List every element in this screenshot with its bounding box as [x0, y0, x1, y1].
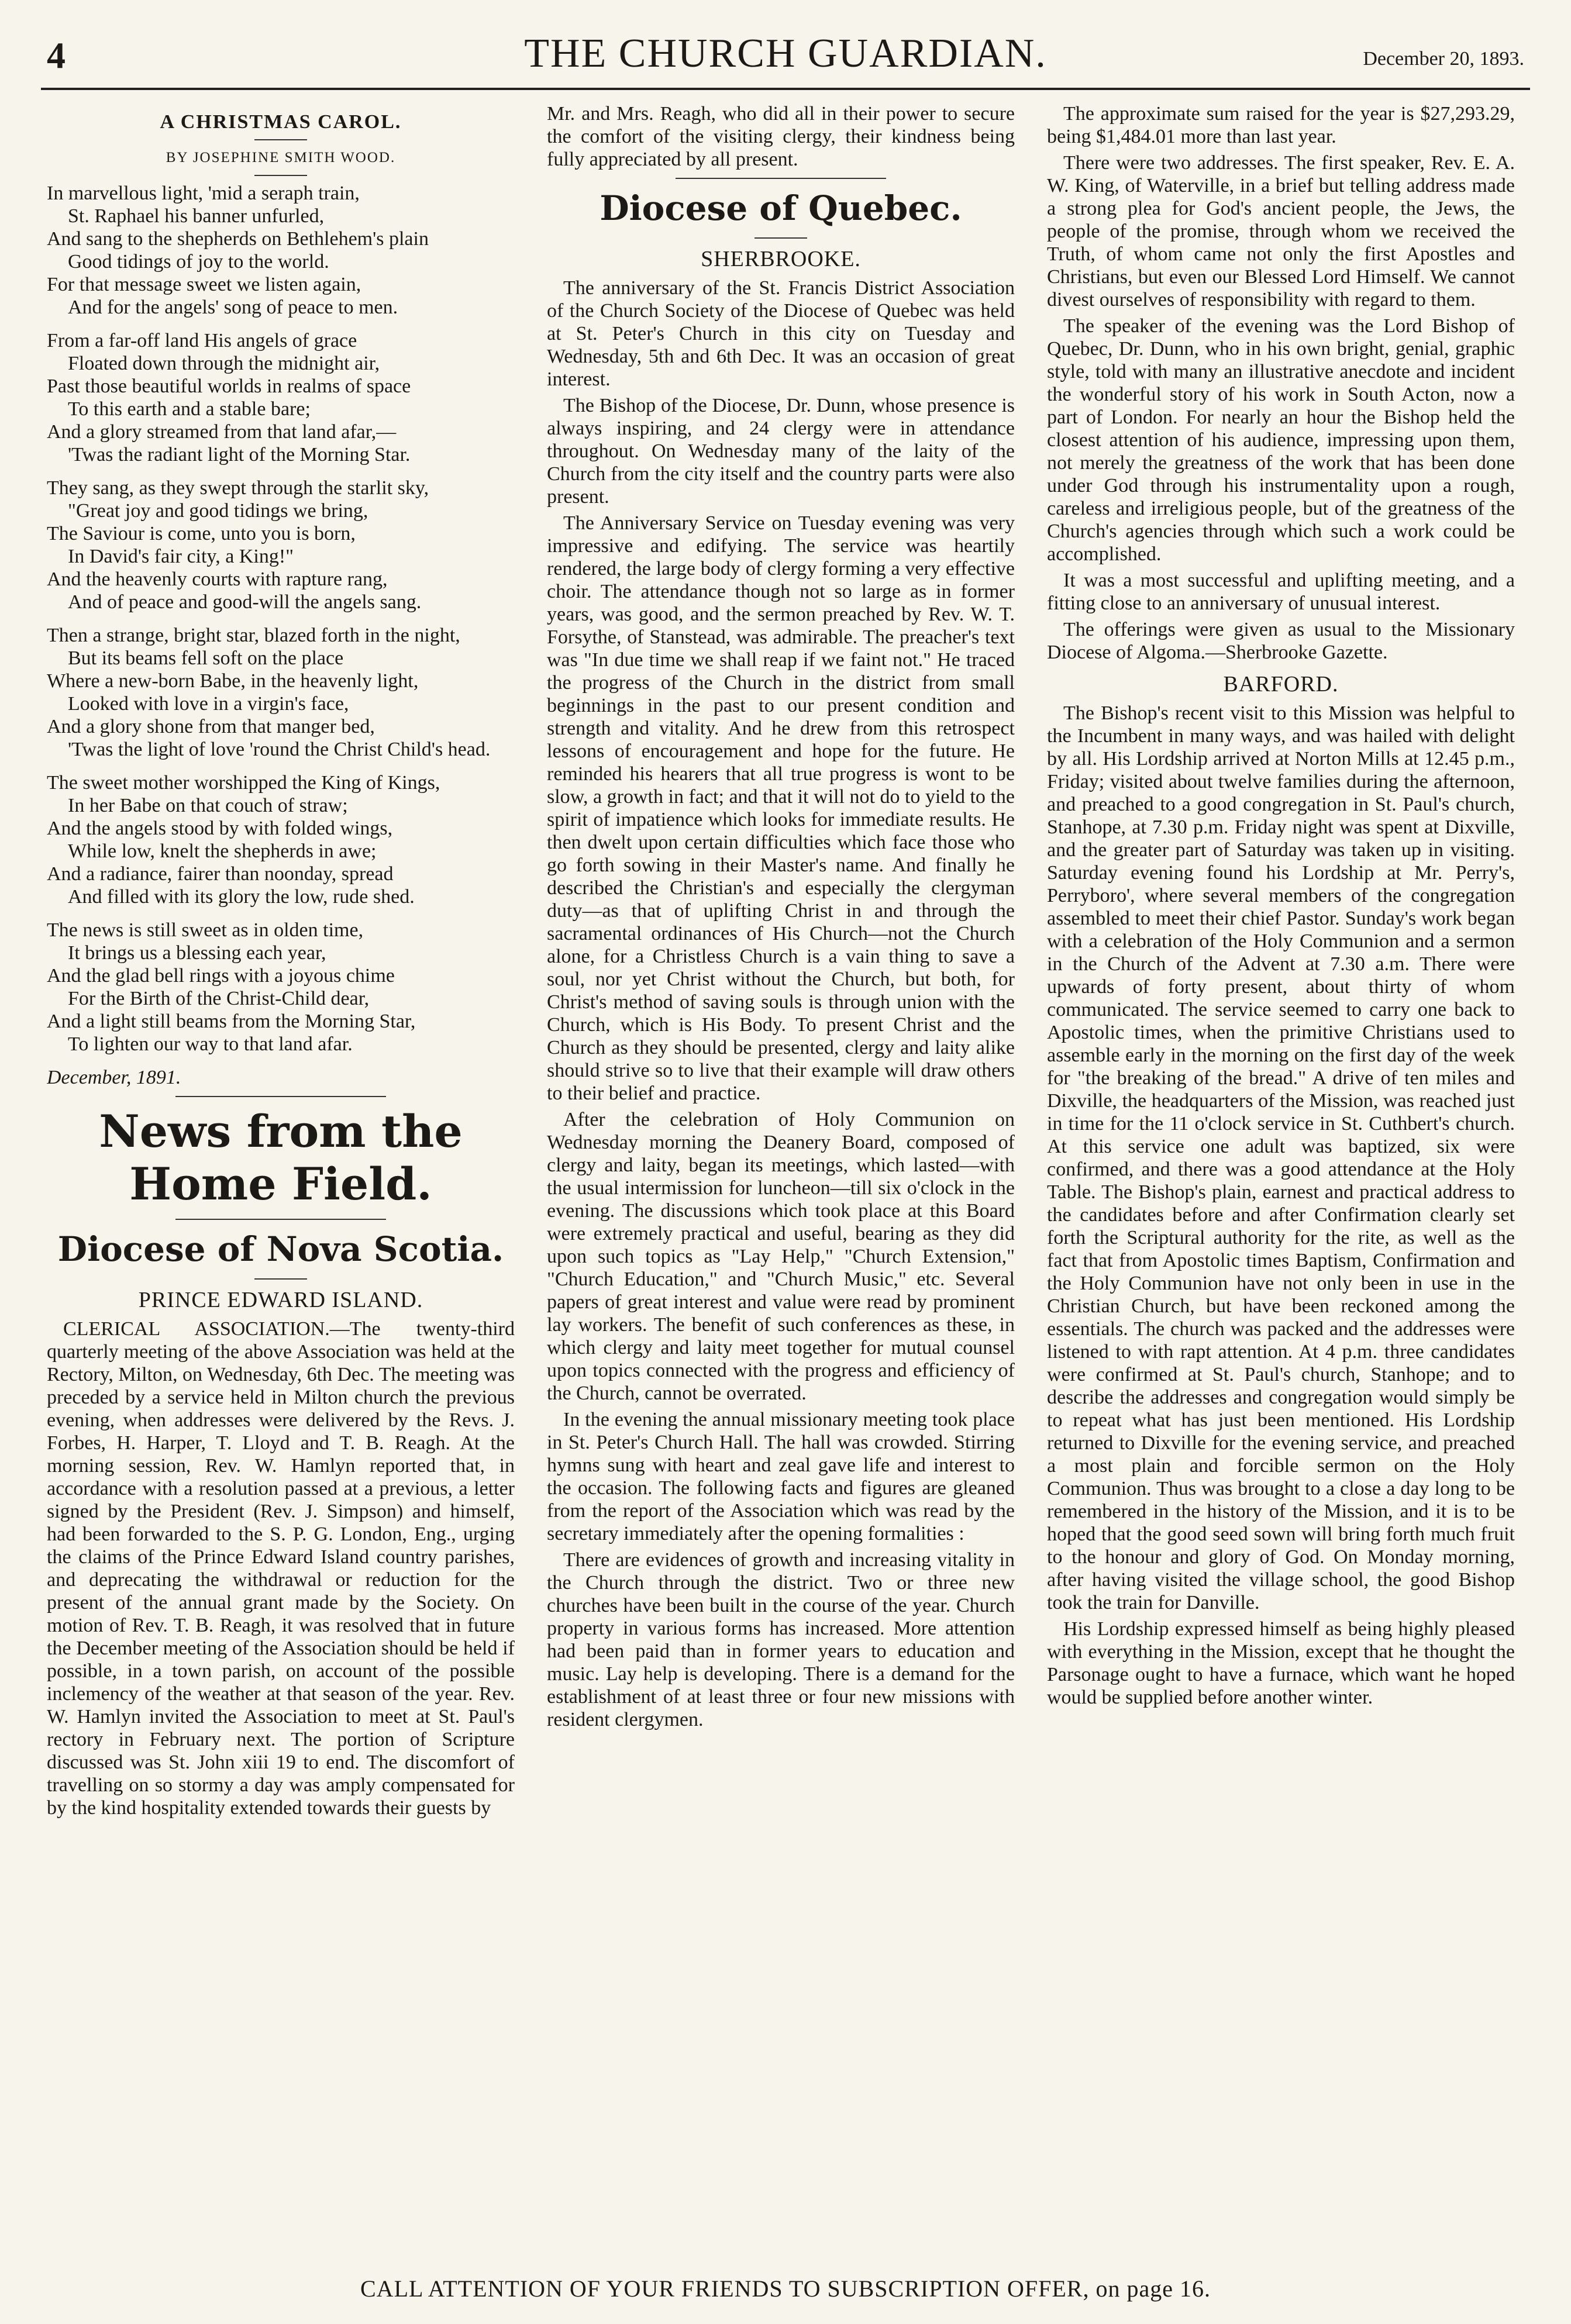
- article-paragraph: Mr. and Mrs. Reagh, who did all in their power to secure the comfort of the visiting clergy, their kindness being fully appreciated by all present.: [547, 103, 1015, 170]
- article-body: [547, 277, 1015, 1731]
- poem-line: And the heavenly courts with rapture rang,: [47, 568, 388, 590]
- subhead-barford: BARFORD.: [1223, 672, 1339, 696]
- poem-line: Past those beautiful worlds in realms of space: [47, 375, 411, 397]
- poem-line: Floated down through the midnight air,: [68, 353, 380, 374]
- section-heading: News from the Home Field.: [99, 1105, 463, 1210]
- poem-line: And for the angels' song of peace to men.: [68, 296, 398, 318]
- article-paragraph: The speaker of the evening was the Lord Bishop of Quebec, Dr. Dunn, who in his own bright, genial, graphic style, told with many an illustrative anecdote and incident the wonderful story of his work in South Acton, now a part of London. For nearly an hour the Bishop held the closest attention of his audience, impressing upon them, not merely the greatness of the work that has been done under God through his instrumentality upon a rough, careless and irreligious people, but of the greatness of the Church's agencies through which such a work could be accomplished.: [1047, 315, 1515, 565]
- column-1: [47, 102, 515, 2260]
- poem-line: For the Birth of the Christ-Child dear,: [68, 988, 370, 1009]
- footer-notice: CALL ATTENTION OF YOUR FRIENDS TO SUBSCRIPTION OFFER, on page 16.: [360, 2275, 1211, 2302]
- article-paragraph: His Lordship expressed himself as being highly pleased with everything in the Mission, except that he thought the Parsonage ought to have a furnace, which want he hoped would be supplied before another winter.: [1047, 1618, 1515, 1708]
- divider: [175, 1096, 386, 1097]
- poem-line: And the glad bell rings with a joyous chime: [47, 965, 395, 987]
- article-paragraph: The approximate sum raised for the year is $27,293.29, being $1,484.01 more than last year.: [1047, 103, 1515, 147]
- newspaper-title: THE CHURCH GUARDIAN.: [524, 31, 1047, 76]
- article-paragraph: The Anniversary Service on Tuesday evening was very impressive and edifying. The service was heartily rendered, the large body of clergy forming a very effective choir. The attendance though not so large as in former years, was good, and the sermon preached by Rev. W. T. Forsythe, of Stanstead, was admirable. The preacher's text was "In due time we shall reap if we faint not." He traced the progress of the Church in the district from small beginnings in the past to our present condition and strength and vitality. And he drew from this retrospect lessons of encouragement and hope for the future. He reminded his hearers that all true progress is wont to be slow, a growth in fact; and that it will not do to yield to the spirit of impatience which looks for immediate results. He then dwelt upon certain difficulties which face those who go forth sowing in their Master's name. And finally he described the Christian's and especially the clergyman duty—as that of uplifting Christ in and through the sacramental ordinances of His Church—not the Church alone, for a Christless Church is a vain thing to save a soul, nor yet Christ without the Church, but both, for Christ's method of saving souls is through union with the Church, which is His Body. To present Christ and the Church as they should be presented, clergy and laity alike should strive so to live that their example will draw others to their belief and practice.: [547, 512, 1015, 1104]
- poem-line: In David's fair city, a King!": [68, 546, 294, 567]
- masthead: [41, 23, 1530, 90]
- poem-line: They sang, as they swept through the starlit sky,: [47, 477, 429, 499]
- poem-stanza: [47, 919, 515, 1056]
- subhead-pei: PRINCE EDWARD ISLAND.: [138, 1288, 423, 1312]
- article-paragraph: The Bishop's recent visit to this Mission was helpful to the Incumbent in many ways, and was hailed with delight by all. His Lordship arrived at Norton Mills at 12.45 p.m., Friday; visited about twelve families during the afternoon, and preached to a good congregation in St. Paul's church, Stanhope, at 7.30 p.m. Friday night was spent at Dixville, and the greater part of Saturday was taken up in visiting. Saturday evening found his Lordship at Mr. Perry's, Perryboro', where several members of the congregation assembled to meet their chief Pastor. Sunday's work began with a celebration of the Holy Communion and a sermon in the Church of the Advent at 7.30 a.m. There were upwards of forty present, about thirty of whom communicated. The service seemed to carry one back to Apostolic times, when the primitive Christians used to assemble early in the morning on the first day of the week for "the breaking of the bread." A drive of ten miles and Dixville, the headquarters of the Mission, was reached just in time for the 11 o'clock service in St. Cuthbert's church. At this service one adult was baptized, six were confirmed, and there was a good attendance at the Holy Table. The Bishop's plain, earnest and practical address to the candidates before and after Confirmation clearly set forth the Scriptural authority for the rite, as well as the fact that from Apostolic times Baptism, Confirmation and the Holy Communion have not only been in use in the Christian Church, but have been reckoned among the essentials. The church was packed and the addresses were listened to with rapt attention. At 4 p.m. three candidates were confirmed at St. Paul's church, Stanhope; and to describe the addresses and congregation would simply be to repeat what has just been mentioned. His Lordship returned to Dixville for the evening service, and preached a most plain and forcible sermon on the Holy Communion. Thus was brought to a close a day long to be remembered in the history of the Mission, and it is to be hoped that the good seed sown will bring forth much fruit to the honour and glory of God. On Monday morning, after having visited the village school, the good Bishop took the train for Danville.: [1047, 702, 1515, 1613]
- poem-line: And a glory streamed from that land afar,—: [47, 421, 397, 443]
- poem-line: And of peace and good-will the angels sang.: [68, 591, 422, 613]
- poem-line: And the angels stood by with folded wings,: [47, 818, 393, 839]
- poem-line: Where a new-born Babe, in the heavenly light,: [47, 670, 419, 692]
- poem-line: From a far-off land His angels of grace: [47, 330, 357, 351]
- article-paragraph: In the evening the annual missionary meeting took place in St. Peter's Church Hall. The hall was crowded. Stirring hymns sung with heart and zeal gave life and interest to the occasion. The following facts and figures are gleaned from the report of the Association which was read by the secretary immediately after the opening formalities :: [547, 1409, 1015, 1544]
- article-paragraph: There are evidences of growth and increasing vitality in the Church through the district. Two or three new churches have been built in the course of the year. Church property in various forms has increased. More attention had been paid than in former years to education and music. Lay help is developing. There is a demand for the establishment of at least three or four new missions with resident clergymen.: [547, 1549, 1015, 1730]
- poem-line: In her Babe on that couch of straw;: [68, 795, 348, 816]
- poem-line: To this earth and a stable bare;: [68, 398, 311, 420]
- poem-line: In marvellous light, 'mid a seraph train,: [47, 182, 360, 204]
- article-paragraph: There were two addresses. The first speaker, Rev. E. A. W. King, of Waterville, in a brief but telling address made a strong plea for God's ancient people, the Jews, the people of the promise, through whom we received the Truth, of whom came not only the first Apostles and Christians, but even our Blessed Lord Himself. We cannot divest ourselves of responsibility with regard to them.: [1047, 152, 1515, 311]
- poem-line: And a glory shone from that manger bed,: [47, 716, 375, 737]
- poem-line: Good tidings of joy to the world.: [68, 251, 329, 273]
- poem-stanza: [47, 624, 515, 761]
- poem-stanza: [47, 477, 515, 613]
- article-body: [1047, 702, 1515, 1709]
- divider: [254, 1278, 307, 1280]
- poem-body: [47, 182, 515, 1056]
- article-body: [1047, 102, 1515, 664]
- poem-line: But its beams fell soft on the place: [68, 647, 344, 669]
- article-paragraph: CLERICAL ASSOCIATION.—The twenty-third quarterly meeting of the above Association was held at the Rectory, Milton, on Wednesday, 6th Dec. The meeting was preceded by a service held in Milton church the previous evening, when addresses were delivered by the Revs. J. Forbes, H. Harper, T. Lloyd and T. B. Reagh. At the morning session, Rev. W. Hamlyn reported that, in accordance with a resolution passed at a previous, a letter signed by the President (Rev. J. Simpson) and himself, had been forwarded to the S. P. G. London, Eng., urging the claims of the Prince Edward Island country parishes, and deprecating the withdrawal or reduction for the present of the annual grant made by the Society. On motion of Rev. T. B. Reagh, it was resolved that in future the December meeting of the Association should be held if possible, in a town parish, on account of the possible inclemency of the weather at that season of the year. Rev. W. Hamlyn invited the Association to meet at St. Paul's rectory in February next. The portion of Scripture discussed was St. John xiii 19 to end. The discomfort of travelling on so stormy a day was amply compensated for by the kind hospitality extended towards their guests by: [47, 1318, 515, 1819]
- divider: [254, 139, 307, 140]
- poem-date: December, 1891.: [47, 1067, 181, 1088]
- poem-line: And sang to the shepherds on Bethlehem's plain: [47, 228, 429, 250]
- poem-stanza: [47, 182, 515, 319]
- poem-line: St. Raphael his banner unfurled,: [68, 205, 325, 227]
- poem-stanza: [47, 771, 515, 908]
- poem-line: For that message sweet we listen again,: [47, 274, 361, 295]
- column-3: [1047, 102, 1515, 2260]
- poem-stanza: [47, 329, 515, 466]
- poem-line: While low, knelt the shepherds in awe;: [68, 840, 377, 862]
- page-number: 4: [47, 35, 66, 76]
- poem-line: It brings us a blessing each year,: [68, 942, 326, 964]
- poem-line: Then a strange, bright star, blazed forth in the night,: [47, 625, 460, 646]
- column-2: [547, 102, 1015, 2260]
- divider: [676, 178, 886, 179]
- poem-line: 'Twas the light of love 'round the Christ Child's head.: [68, 739, 491, 760]
- article-paragraph: It was a most successful and uplifting meeting, and a fitting close to an anniversary of unusual interest.: [1047, 570, 1515, 614]
- poem-line: "Great joy and good tidings we bring,: [68, 500, 368, 522]
- article-paragraph: After the celebration of Holy Communion on Wednesday morning the Deanery Board, composed of clergy and laity, began its meetings, which lasted—with the usual intermission for luncheon—till six o'clock in the evening. The discussions which took place at this Board were extremely practical and useful, bearing as they did upon such topics as "Lay Help," "Church Extension," "Church Education," and "Church Music," etc. Several papers of great interest and value were read by prominent lay workers. The benefit of such conferences as these, in which clergy and laity meet together for mutual counsel upon topics connected with the progress and efficiency of the Church, cannot be overrated.: [547, 1109, 1015, 1404]
- diocese-heading: Diocese of Quebec.: [600, 188, 962, 228]
- poem-line: Looked with love in a virgin's face,: [68, 693, 349, 715]
- article-paragraph: The Bishop of the Diocese, Dr. Dunn, whose presence is always inspiring, and 24 clergy were in attendance throughout. On Wednesday many of the laity of the Church from the city itself and the country parts were also present.: [547, 395, 1015, 508]
- article-paragraph: The anniversary of the St. Francis District Association of the Church Society of the Diocese of Quebec was held at St. Peter's Church in this city on Tuesday and Wednesday, 5th and 6th Dec. It was an occasion of great interest.: [547, 277, 1015, 390]
- subhead-sherbrooke: SHERBROOKE.: [701, 247, 861, 271]
- divider: [755, 237, 807, 239]
- poem-line: The Saviour is come, unto you is born,: [47, 523, 356, 544]
- poem-title: A CHRISTMAS CAROL.: [160, 111, 402, 133]
- poem-line: 'Twas the radiant light of the Morning Star.: [68, 444, 411, 466]
- divider: [254, 175, 307, 176]
- poem-line: And filled with its glory the low, rude shed.: [68, 886, 415, 908]
- poem-line: And a light still beams from the Morning Star,: [47, 1011, 416, 1032]
- poem-line: The news is still sweet as in olden time,: [47, 919, 364, 941]
- poem-line: The sweet mother worshipped the King of Kings,: [47, 772, 440, 794]
- poem-line: To lighten our way to that land afar.: [68, 1033, 353, 1055]
- poem-line: And a radiance, fairer than noonday, spread: [47, 863, 394, 885]
- article-paragraph: The offerings were given as usual to the Missionary Diocese of Algoma.—Sherbrooke Gazette.: [1047, 619, 1515, 663]
- diocese-heading: Diocese of Nova Scotia.: [57, 1229, 504, 1269]
- divider: [175, 1219, 386, 1220]
- poem-byline: BY JOSEPHINE SMITH WOOD.: [166, 150, 396, 165]
- issue-date: December 20, 1893.: [1363, 48, 1524, 70]
